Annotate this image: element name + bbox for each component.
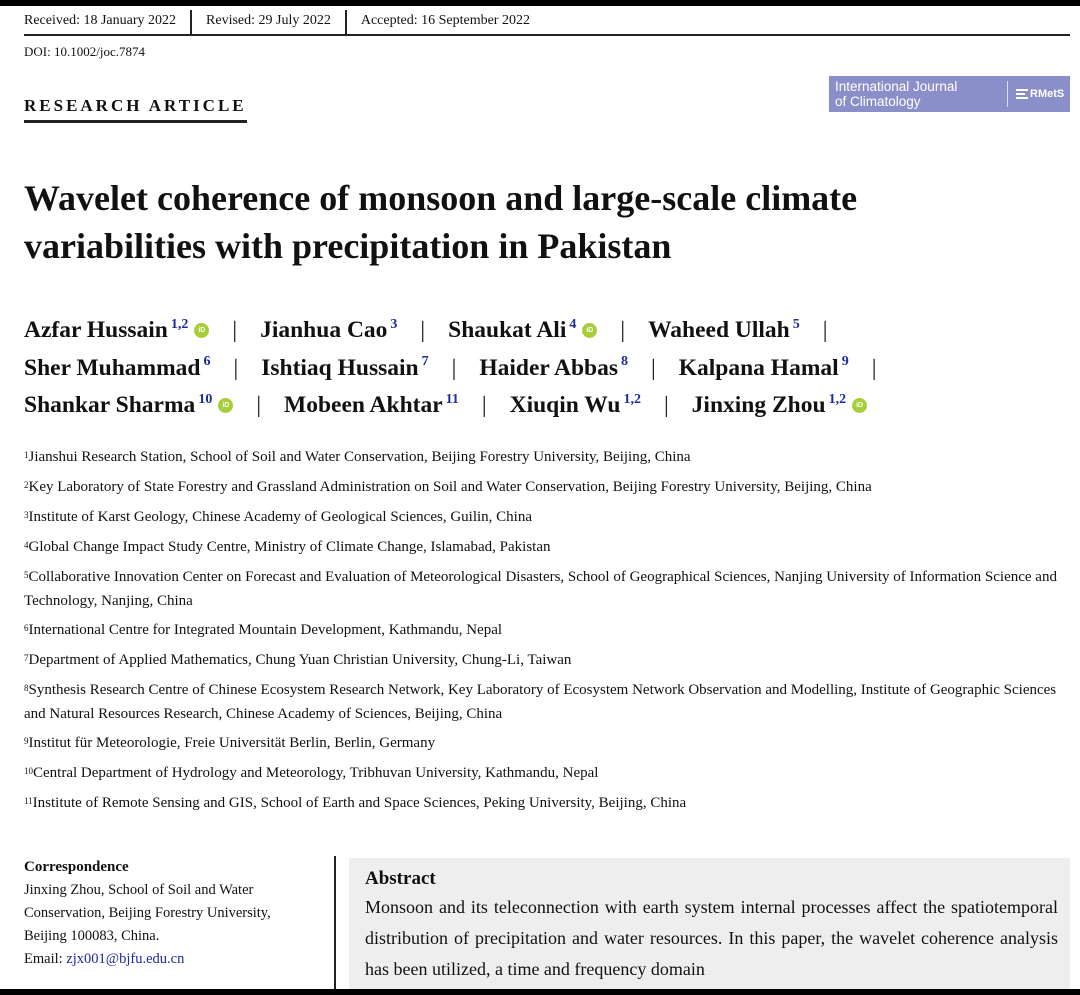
- author-affiliation-number[interactable]: 4: [569, 316, 577, 332]
- author-row: [24, 312, 1070, 350]
- correspondence: [24, 856, 324, 971]
- affiliation-text: Global Change Impact Study Centre, Ministry of Climate Change, Islamabad, Pakistan: [28, 539, 551, 555]
- author-separator: |: [651, 354, 656, 381]
- affiliation-text: Jianshui Research Station, School of Soil and Water Conservation, Beijing Forestry University, Beijing, China: [28, 449, 691, 465]
- author-row: [24, 387, 1070, 425]
- author-separator: |: [232, 317, 238, 344]
- title-line-2: variabilities with precipitation in Pakistan: [24, 226, 672, 266]
- author[interactable]: [679, 355, 849, 382]
- author-separator: |: [620, 317, 626, 344]
- author-name: Sher Muhammad: [24, 354, 201, 381]
- column-divider: [334, 856, 336, 989]
- author-name: Shaukat Ali: [448, 317, 567, 344]
- author-affiliation-number[interactable]: 1,2: [623, 391, 641, 407]
- author-name: Jinxing Zhou: [691, 392, 826, 419]
- affiliation-number: 4: [24, 540, 29, 550]
- author-affiliation-number[interactable]: 1,2: [170, 316, 189, 332]
- journal-name-line1: International Journal: [835, 79, 958, 94]
- author-affiliation-number[interactable]: 7: [421, 354, 429, 370]
- correspondence-email-row: [24, 948, 324, 971]
- affiliation-number: 5: [24, 570, 29, 580]
- bottom-border: [0, 989, 1080, 995]
- author[interactable]: [261, 355, 428, 382]
- journal-name-line2: of Climatology: [835, 94, 921, 109]
- author[interactable]: [510, 392, 641, 419]
- affiliation: [24, 619, 1070, 643]
- author-name: Ishtiaq Hussain: [261, 354, 419, 381]
- author[interactable]: [448, 317, 597, 344]
- affiliation-number: 7: [24, 653, 29, 663]
- affiliation-text: International Centre for Integrated Mountain Development, Kathmandu, Nepal: [28, 622, 503, 638]
- affiliation-text: Institute of Karst Geology, Chinese Academy of Geological Sciences, Guilin, China: [28, 509, 532, 525]
- author-affiliation-number[interactable]: 6: [203, 354, 211, 370]
- email-label: Email:: [24, 951, 67, 967]
- affiliation-text: Institute of Remote Sensing and GIS, School of Earth and Space Sciences, Peking University, Beijing, China: [32, 795, 687, 811]
- article-dates: [24, 10, 1070, 36]
- abstract-text: Monsoon and its teleconnection with earth system internal processes affect the spatiotemporal distribution of precipitation and water resources. In this paper, the wavelet coherence analysis has been utilized, a time and frequency domain: [365, 897, 1058, 979]
- author[interactable]: [284, 392, 459, 419]
- abstract-heading: Abstract: [365, 868, 436, 889]
- affiliation-text: Institut für Meteorologie, Freie Universität Berlin, Berlin, Germany: [28, 735, 436, 751]
- top-border: [0, 0, 1080, 6]
- affiliation-number: 6: [24, 623, 29, 633]
- affiliation-text: Collaborative Innovation Center on Forecast and Evaluation of Meteorological Disasters, School of Geographical Sciences, Nanjing University of Information Science and Technology, Nanjing, China: [24, 569, 1057, 609]
- author-separator: |: [871, 354, 877, 381]
- author-name: Kalpana Hamal: [678, 354, 839, 381]
- affiliation-text: Department of Applied Mathematics, Chung Yuan Christian University, Chung-Li, Taiwan: [28, 652, 572, 668]
- abstract-box: [349, 858, 1070, 989]
- publisher-logo: [1016, 88, 1064, 100]
- affiliation: [24, 536, 1070, 560]
- orcid-icon[interactable]: iD: [852, 398, 867, 413]
- article-title: [24, 174, 1064, 270]
- affiliation: [24, 506, 1070, 530]
- section-label: RESEARCH ARTICLE: [24, 96, 247, 123]
- publisher-logo-text: RMetS: [1030, 88, 1065, 100]
- author-affiliation-number[interactable]: 3: [390, 316, 398, 332]
- orcid-icon[interactable]: iD: [194, 323, 209, 338]
- orcid-icon[interactable]: iD: [582, 323, 597, 338]
- author-name: Mobeen Akhtar: [284, 392, 443, 419]
- author-row: [24, 350, 1070, 388]
- affiliation-text: Synthesis Research Centre of Chinese Ecosystem Research Network, Key Laboratory of Ecosystem Network Observation and Modelling, Institute of Geographic Sciences and Natural Resources Research, Chinese Academy of Sciences, Beijing, China: [24, 682, 1057, 722]
- affiliation-number: 3: [24, 510, 29, 520]
- revised-date: Revised: 29 July 2022: [190, 10, 345, 34]
- author[interactable]: [24, 317, 209, 344]
- affiliation: [24, 476, 1070, 500]
- affiliation-number: 11: [24, 796, 33, 806]
- author-separator: |: [663, 392, 669, 419]
- author-affiliation-number[interactable]: 1,2: [828, 391, 847, 407]
- affiliation: [24, 732, 1070, 756]
- author-affiliation-number[interactable]: 11: [445, 391, 459, 407]
- journal-badge[interactable]: [829, 76, 1070, 112]
- title-line-1: Wavelet coherence of monsoon and large-scale climate: [24, 178, 858, 218]
- affiliation: [24, 792, 1070, 816]
- journal-name: [829, 79, 1007, 109]
- author[interactable]: [692, 392, 867, 419]
- affiliation: [24, 566, 1070, 613]
- author-name: Xiuqin Wu: [509, 392, 621, 419]
- affiliation: [24, 649, 1070, 673]
- author-name: Azfar Hussain: [24, 317, 168, 344]
- correspondence-line: Conservation, Beijing Forestry University,: [24, 905, 271, 921]
- correspondence-line: Beijing 100083, China.: [24, 928, 160, 944]
- affiliation-number: 8: [24, 683, 29, 693]
- author[interactable]: [24, 392, 233, 419]
- affiliation: [24, 446, 1070, 470]
- author-separator: |: [451, 354, 457, 381]
- author-name: Haider Abbas: [479, 354, 618, 381]
- affiliation-number: 10: [24, 766, 33, 776]
- author-separator: |: [481, 392, 487, 419]
- affiliation-number: 9: [24, 736, 29, 746]
- author-affiliation-number[interactable]: 9: [841, 354, 849, 370]
- author-affiliation-number[interactable]: 5: [792, 316, 800, 332]
- affiliation-text: Central Department of Hydrology and Meteorology, Tribhuvan University, Kathmandu, Nepal: [33, 765, 599, 781]
- correspondence-line: Jinxing Zhou, School of Soil and Water: [24, 882, 254, 898]
- correspondence-heading: Correspondence: [24, 859, 129, 875]
- author-affiliation-number[interactable]: 8: [621, 354, 628, 370]
- author[interactable]: [479, 355, 628, 382]
- orcid-icon[interactable]: iD: [218, 398, 233, 413]
- author[interactable]: [648, 317, 800, 344]
- author-separator: |: [233, 354, 239, 381]
- author[interactable]: [24, 355, 211, 382]
- affiliation: [24, 679, 1070, 726]
- doi[interactable]: DOI: 10.1002/joc.7874: [24, 44, 145, 59]
- author-separator: |: [420, 317, 426, 344]
- affiliation-number: 2: [24, 480, 29, 490]
- affiliation-number: 1: [24, 450, 29, 460]
- author-affiliation-number[interactable]: 10: [198, 391, 213, 407]
- affiliation-list: [24, 446, 1070, 822]
- email-link[interactable]: zjx001@bjfu.edu.cn: [66, 951, 185, 967]
- affiliation-text: Key Laboratory of State Forestry and Grassland Administration on Soil and Water Conservation, Beijing Forestry University, Beijing, China: [28, 479, 872, 495]
- affiliation: [24, 762, 1070, 786]
- author-name: Shankar Sharma: [24, 392, 196, 419]
- author-name: Waheed Ullah: [648, 317, 790, 344]
- received-date: Received: 18 January 2022: [24, 13, 177, 28]
- accepted-date: Accepted: 16 September 2022: [345, 10, 544, 34]
- author-name: Jianhua Cao: [260, 317, 388, 344]
- badge-divider: [1007, 81, 1008, 107]
- rmets-logo-icon: [1016, 89, 1028, 99]
- author-list: [24, 312, 1070, 425]
- author-separator: |: [822, 317, 828, 344]
- author[interactable]: [260, 317, 397, 344]
- author-separator: |: [256, 392, 262, 419]
